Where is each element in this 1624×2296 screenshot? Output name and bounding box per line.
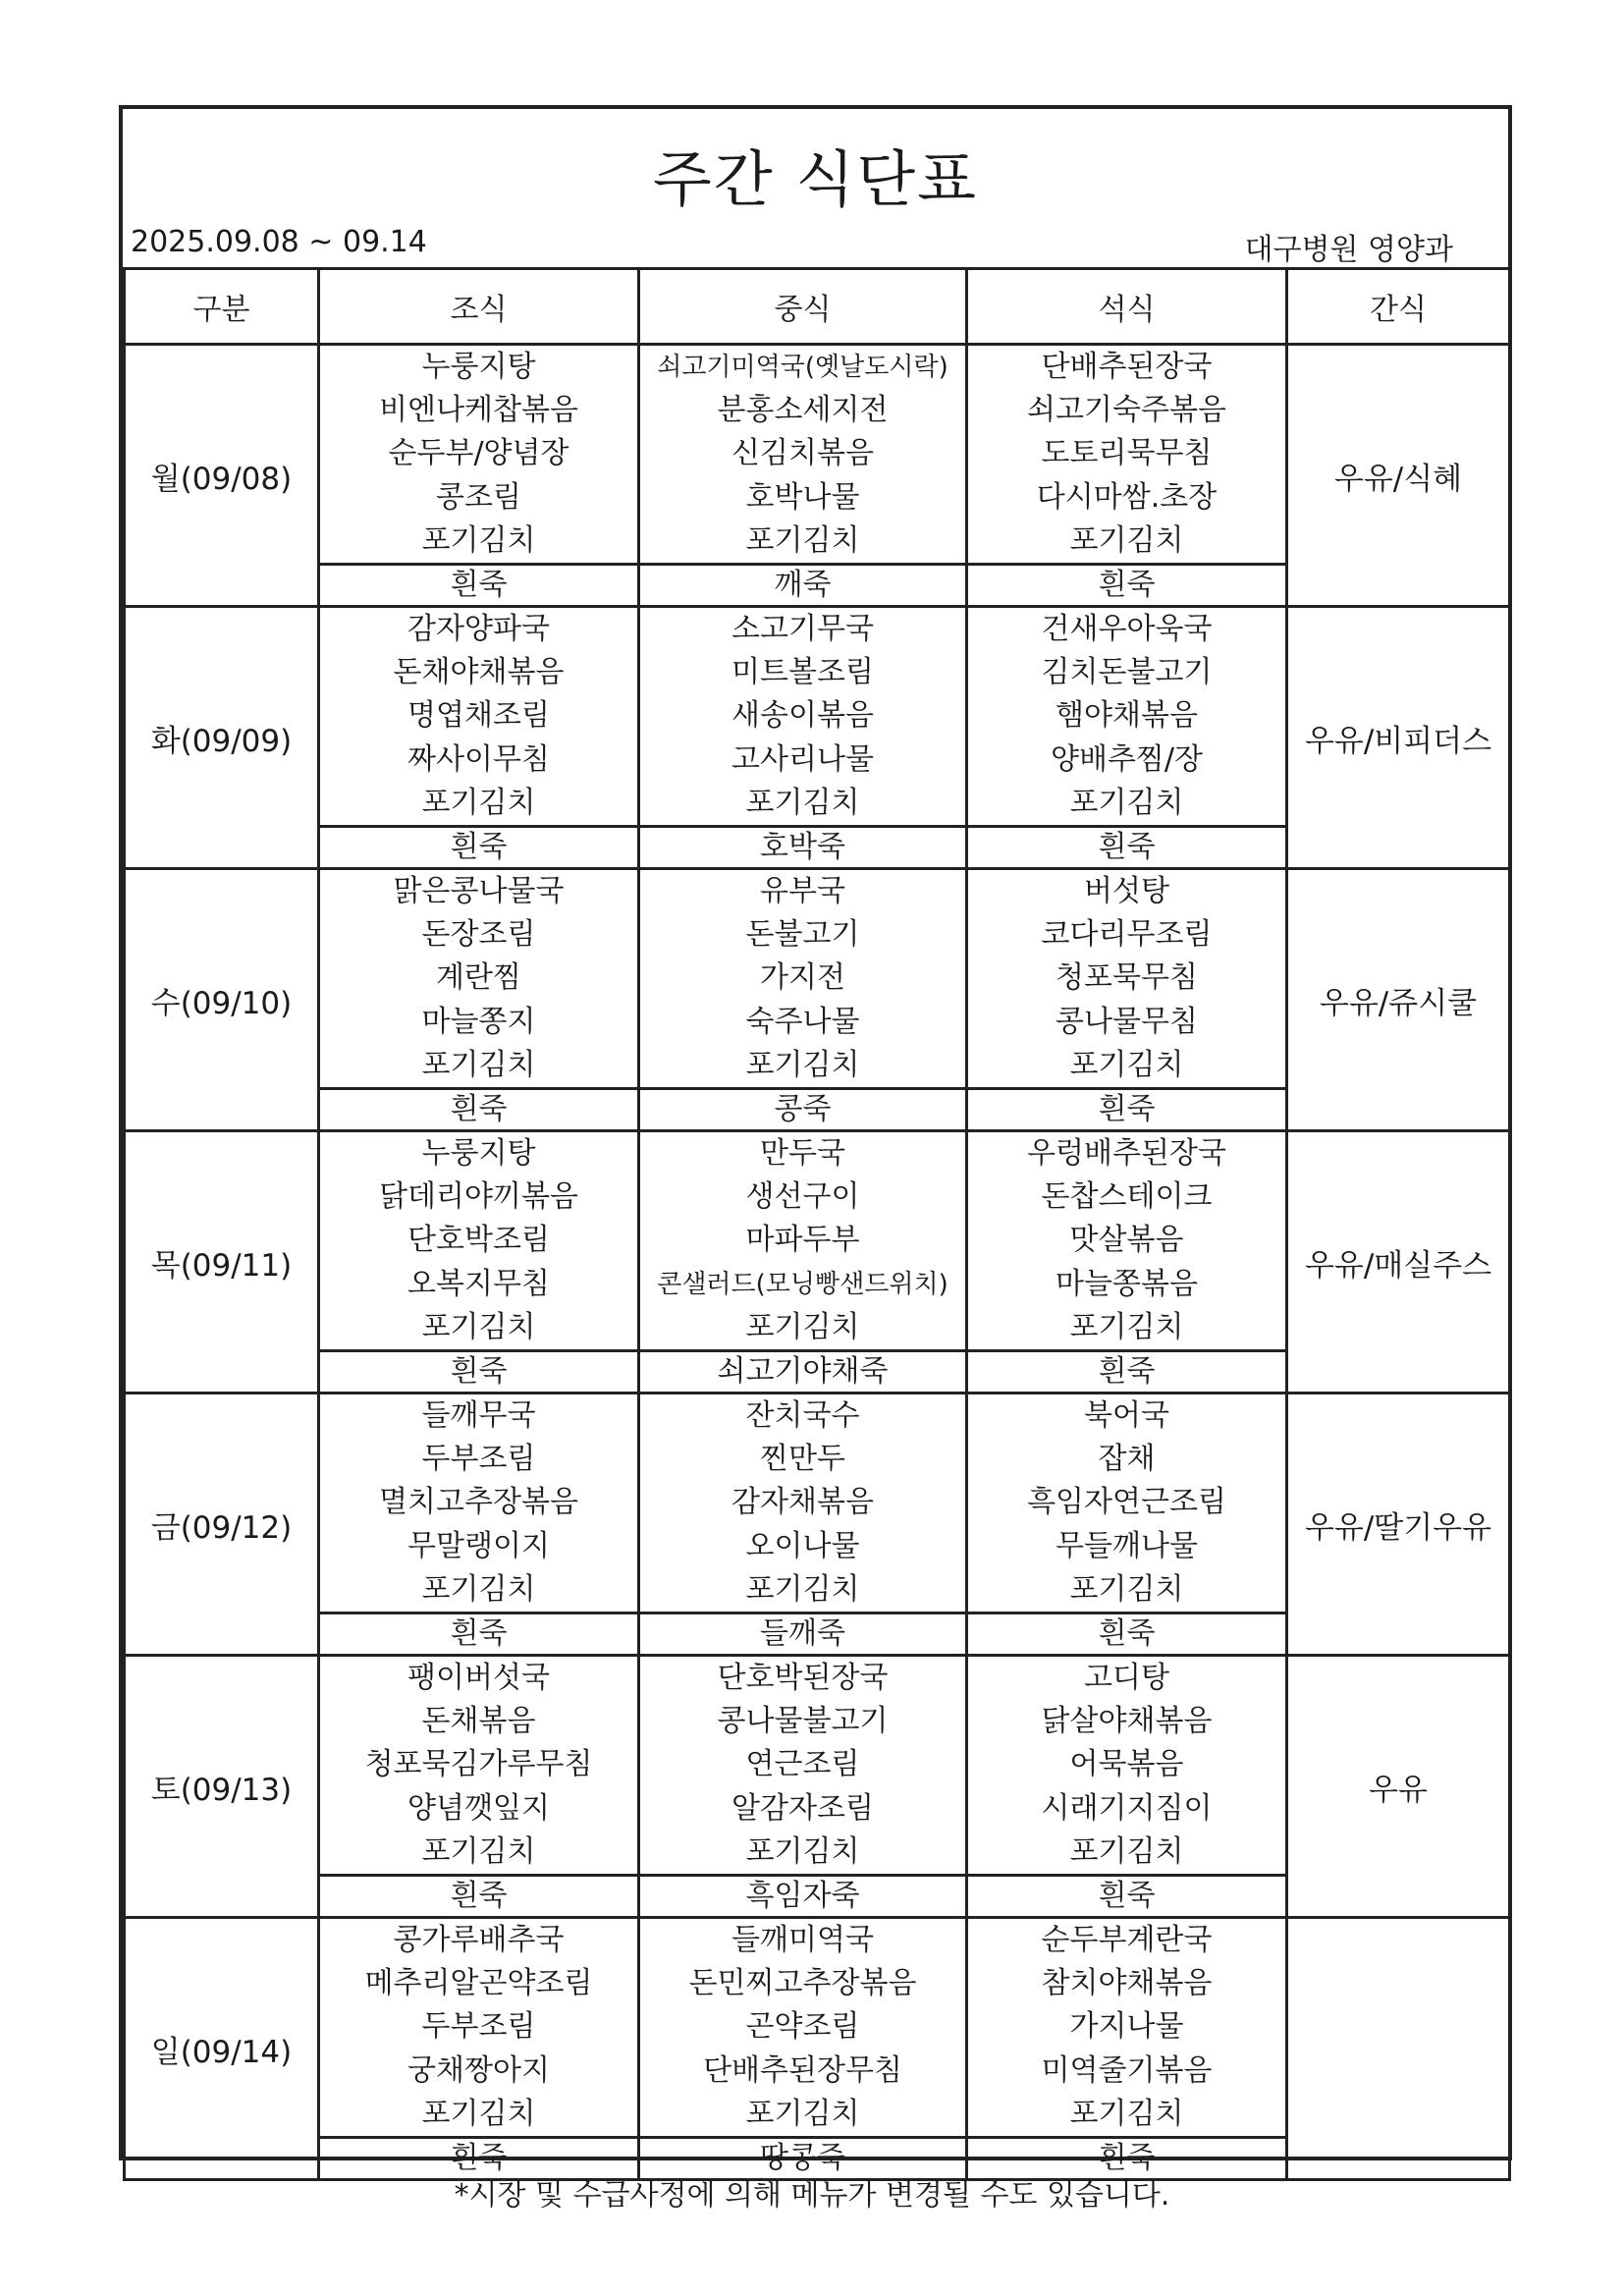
breakfast-porridge-cell: 흰죽 xyxy=(319,565,639,607)
menu-item: 포기김치 xyxy=(1069,1833,1184,1869)
menu-item: 찐만두 xyxy=(760,1442,845,1477)
menu-item: 코다리무조림 xyxy=(1041,917,1213,953)
menu-item: 시래기지짐이 xyxy=(1041,1790,1213,1826)
dinner-porridge-cell: 흰죽 xyxy=(967,827,1287,869)
menu-item: 포기김치 xyxy=(1069,785,1184,820)
header-breakfast: 조식 xyxy=(319,269,639,345)
menu-item: 포기김치 xyxy=(421,522,536,558)
menu-item: 명엽채조림 xyxy=(407,698,550,734)
menu-item: 흑임자연근조림 xyxy=(1027,1485,1226,1520)
menu-item: 김치돈불고기 xyxy=(1041,655,1213,690)
breakfast-porridge-cell: 흰죽 xyxy=(319,1089,639,1131)
menu-item: 잡채 xyxy=(1098,1442,1156,1477)
weekly-menu-table xyxy=(123,267,1511,2181)
lunch-porridge-cell: 들깨죽 xyxy=(639,1613,967,1656)
menu-item: 청포묵김가루무침 xyxy=(364,1747,593,1782)
day-row xyxy=(125,1656,1510,1876)
lunch-porridge-cell: 콩죽 xyxy=(639,1089,967,1131)
table-header-row xyxy=(125,269,1510,345)
menu-item: 두부조림 xyxy=(421,2009,536,2045)
snack-cell xyxy=(1287,1918,1510,2180)
dinner-menu-cell xyxy=(967,869,1287,1089)
lunch-menu-cell xyxy=(639,869,967,1089)
menu-item: 만두국 xyxy=(760,1136,845,1172)
menu-item: 닭살야채볶음 xyxy=(1041,1704,1213,1739)
menu-item: 마늘쫑볶음 xyxy=(1056,1266,1198,1301)
lunch-porridge-cell: 흑임자죽 xyxy=(639,1876,967,1918)
menu-item: 궁채짱아지 xyxy=(407,2052,550,2088)
snack-cell: 우유/쥬시쿨 xyxy=(1287,869,1510,1131)
menu-item: 팽이버섯국 xyxy=(407,1661,550,1696)
menu-frame xyxy=(119,105,1512,2175)
menu-item: 참치야채볶음 xyxy=(1041,1966,1213,2001)
day-label: 수(09/10) xyxy=(125,869,319,1131)
menu-item: 단배추된장국 xyxy=(1041,350,1213,385)
breakfast-menu-cell xyxy=(319,607,639,827)
day-row xyxy=(125,345,1510,565)
lunch-menu-cell xyxy=(639,1918,967,2138)
menu-item: 콩조림 xyxy=(436,479,521,515)
menu-item: 계란찜 xyxy=(436,960,521,996)
snack-cell: 우유/매실주스 xyxy=(1287,1131,1510,1394)
lunch-menu-cell xyxy=(639,1131,967,1351)
menu-item: 소고기무국 xyxy=(731,612,874,647)
menu-item: 포기김치 xyxy=(1069,1309,1184,1344)
menu-item: 단호박조림 xyxy=(407,1223,550,1258)
menu-item: 비엔나케찹볶음 xyxy=(379,393,578,428)
menu-item: 포기김치 xyxy=(1069,1571,1184,1607)
snack-cell: 우유/식혜 xyxy=(1287,345,1510,607)
dinner-porridge-cell: 흰죽 xyxy=(967,565,1287,607)
menu-item: 호박나물 xyxy=(745,479,860,515)
menu-item: 포기김치 xyxy=(1069,1047,1184,1082)
breakfast-menu-cell xyxy=(319,1131,639,1351)
menu-item: 무들깨나물 xyxy=(1056,1528,1198,1563)
breakfast-menu-cell xyxy=(319,1394,639,1613)
menu-item: 콩나물불고기 xyxy=(717,1704,889,1739)
dinner-menu-cell xyxy=(967,345,1287,565)
menu-item: 감자양파국 xyxy=(407,612,550,647)
breakfast-porridge-cell: 흰죽 xyxy=(319,827,639,869)
dinner-menu-cell xyxy=(967,1131,1287,1351)
menu-item: 포기김치 xyxy=(745,522,860,558)
menu-item: 포기김치 xyxy=(745,1309,860,1344)
page-title: 주간 식단표 xyxy=(652,143,979,215)
menu-item: 무말랭이지 xyxy=(407,1528,550,1563)
menu-item: 닭데리야끼볶음 xyxy=(379,1179,578,1215)
lunch-menu-cell xyxy=(639,1394,967,1613)
menu-item: 포기김치 xyxy=(1069,522,1184,558)
menu-item: 미트볼조림 xyxy=(731,655,874,690)
menu-item: 포기김치 xyxy=(745,2096,860,2131)
dinner-porridge-cell: 흰죽 xyxy=(967,1351,1287,1394)
menu-item: 마파두부 xyxy=(745,1223,860,1258)
menu-item: 돈민찌고추장볶음 xyxy=(688,1966,917,2001)
day-row xyxy=(125,1131,1510,1351)
menu-item: 다시마쌈.초장 xyxy=(1036,479,1218,515)
menu-item: 맑은콩나물국 xyxy=(393,874,565,909)
lunch-porridge-cell: 땅콩죽 xyxy=(639,2138,967,2180)
breakfast-porridge-cell: 흰죽 xyxy=(319,2138,639,2180)
menu-item: 미역줄기볶음 xyxy=(1041,2052,1213,2088)
department-label: 대구병원 영양과 xyxy=(1244,233,1453,267)
day-label: 금(09/12) xyxy=(125,1394,319,1656)
day-row xyxy=(125,869,1510,1089)
snack-cell: 우유/비피더스 xyxy=(1287,607,1510,869)
menu-item: 곤약조림 xyxy=(745,2009,860,2045)
day-row xyxy=(125,1394,1510,1613)
footnote: *시장 및 수급사정에 의해 메뉴가 변경될 수도 있습니다. xyxy=(454,2178,1170,2213)
menu-item: 쇠고기미역국(옛날도시락) xyxy=(657,353,948,383)
menu-item: 콩나물무침 xyxy=(1056,1004,1198,1039)
menu-item: 오복지무침 xyxy=(407,1266,550,1301)
menu-item: 순두부계란국 xyxy=(1041,1923,1213,1958)
dinner-porridge-cell: 흰죽 xyxy=(967,1876,1287,1918)
menu-item: 돈채야채볶음 xyxy=(393,655,565,690)
menu-item: 어묵볶음 xyxy=(1069,1747,1184,1782)
menu-item: 짜사이무침 xyxy=(407,741,550,777)
menu-item: 포기김치 xyxy=(421,785,536,820)
menu-item: 새송이볶음 xyxy=(731,698,874,734)
day-row xyxy=(125,1918,1510,2138)
menu-item: 버섯탕 xyxy=(1084,874,1169,909)
header-category: 구분 xyxy=(125,269,319,345)
menu-item: 포기김치 xyxy=(745,1833,860,1869)
breakfast-menu-cell xyxy=(319,1918,639,2138)
menu-item: 햄야채볶음 xyxy=(1056,698,1198,734)
day-label: 목(09/11) xyxy=(125,1131,319,1394)
dinner-menu-cell xyxy=(967,1394,1287,1613)
menu-item: 포기김치 xyxy=(745,1047,860,1082)
menu-item: 포기김치 xyxy=(421,1833,536,1869)
menu-item: 마늘쫑지 xyxy=(421,1004,536,1039)
menu-item: 포기김치 xyxy=(421,1571,536,1607)
lunch-porridge-cell: 쇠고기야채죽 xyxy=(639,1351,967,1394)
menu-item: 멸치고추장볶음 xyxy=(379,1485,578,1520)
lunch-porridge-cell: 깨죽 xyxy=(639,565,967,607)
day-label: 일(09/14) xyxy=(125,1918,319,2180)
menu-item: 건새우아욱국 xyxy=(1041,612,1213,647)
dinner-menu-cell xyxy=(967,607,1287,827)
menu-item: 포기김치 xyxy=(421,2096,536,2131)
day-label: 토(09/13) xyxy=(125,1656,319,1918)
menu-item: 들깨무국 xyxy=(421,1398,536,1434)
menu-item: 돈장조림 xyxy=(421,917,536,953)
menu-item: 포기김치 xyxy=(421,1309,536,1344)
menu-item: 단배추된장무침 xyxy=(703,2052,902,2088)
menu-item: 들깨미역국 xyxy=(731,1923,874,1958)
dinner-porridge-cell: 흰죽 xyxy=(967,1613,1287,1656)
menu-item: 돈찹스테이크 xyxy=(1041,1179,1213,1215)
menu-item: 포기김치 xyxy=(745,1571,860,1607)
dinner-porridge-cell: 흰죽 xyxy=(967,1089,1287,1131)
breakfast-porridge-cell: 흰죽 xyxy=(319,1613,639,1656)
breakfast-menu-cell xyxy=(319,345,639,565)
lunch-menu-cell xyxy=(639,607,967,827)
menu-item: 돈채볶음 xyxy=(421,1704,536,1739)
menu-item: 분홍소세지전 xyxy=(717,393,889,428)
menu-item: 도토리묵무침 xyxy=(1041,436,1213,471)
menu-item: 누룽지탕 xyxy=(421,1136,536,1172)
header-dinner: 석식 xyxy=(967,269,1287,345)
menu-item: 누룽지탕 xyxy=(421,350,536,385)
snack-cell: 우유/딸기우유 xyxy=(1287,1394,1510,1656)
dinner-menu-cell xyxy=(967,1656,1287,1876)
lunch-porridge-cell: 호박죽 xyxy=(639,827,967,869)
menu-item: 북어국 xyxy=(1084,1398,1169,1434)
day-row xyxy=(125,607,1510,827)
dinner-menu-cell xyxy=(967,1918,1287,2138)
menu-item: 콘샐러드(모닝빵샌드위치) xyxy=(657,1269,948,1299)
menu-item: 양념깻잎지 xyxy=(407,1790,550,1826)
menu-item: 두부조림 xyxy=(421,1442,536,1477)
menu-item: 숙주나물 xyxy=(745,1004,860,1039)
day-label: 화(09/09) xyxy=(125,607,319,869)
dinner-porridge-cell: 흰죽 xyxy=(967,2138,1287,2180)
menu-item: 메추리알곤약조림 xyxy=(364,1966,593,2001)
breakfast-porridge-cell: 흰죽 xyxy=(319,1351,639,1394)
menu-item: 콩가루배추국 xyxy=(393,1923,565,1958)
snack-cell: 우유 xyxy=(1287,1656,1510,1918)
menu-item: 신김치볶음 xyxy=(731,436,874,471)
menu-item: 오이나물 xyxy=(745,1528,860,1563)
period-label: 2025.09.08 ~ 09.14 xyxy=(131,225,427,259)
menu-item: 쇠고기숙주볶음 xyxy=(1027,393,1226,428)
menu-item: 우렁배추된장국 xyxy=(1027,1136,1226,1172)
menu-item: 알감자조림 xyxy=(731,1790,874,1826)
menu-item: 순두부/양념장 xyxy=(388,436,569,471)
breakfast-menu-cell xyxy=(319,1656,639,1876)
day-label: 월(09/08) xyxy=(125,345,319,607)
menu-item: 가지전 xyxy=(760,960,845,996)
header-snack: 간식 xyxy=(1287,269,1510,345)
menu-item: 청포묵무침 xyxy=(1056,960,1198,996)
lunch-menu-cell xyxy=(639,1656,967,1876)
menu-item: 가지나물 xyxy=(1069,2009,1184,2045)
menu-item: 연근조림 xyxy=(745,1747,860,1782)
breakfast-menu-cell xyxy=(319,869,639,1089)
menu-item: 잔치국수 xyxy=(745,1398,860,1434)
menu-item: 고사리나물 xyxy=(731,741,874,777)
header-lunch: 중식 xyxy=(639,269,967,345)
menu-item: 고디탕 xyxy=(1084,1661,1169,1696)
menu-item: 감자채볶음 xyxy=(731,1485,874,1520)
lunch-menu-cell xyxy=(639,345,967,565)
menu-item: 맛살볶음 xyxy=(1069,1223,1184,1258)
menu-item: 포기김치 xyxy=(1069,2096,1184,2131)
breakfast-porridge-cell: 흰죽 xyxy=(319,1876,639,1918)
menu-item: 단호박된장국 xyxy=(717,1661,889,1696)
menu-item: 생선구이 xyxy=(745,1179,860,1215)
menu-item: 돈불고기 xyxy=(745,917,860,953)
menu-item: 포기김치 xyxy=(745,785,860,820)
menu-item: 양배추찜/장 xyxy=(1050,741,1203,777)
menu-item: 유부국 xyxy=(760,874,845,909)
menu-item: 포기김치 xyxy=(421,1047,536,1082)
